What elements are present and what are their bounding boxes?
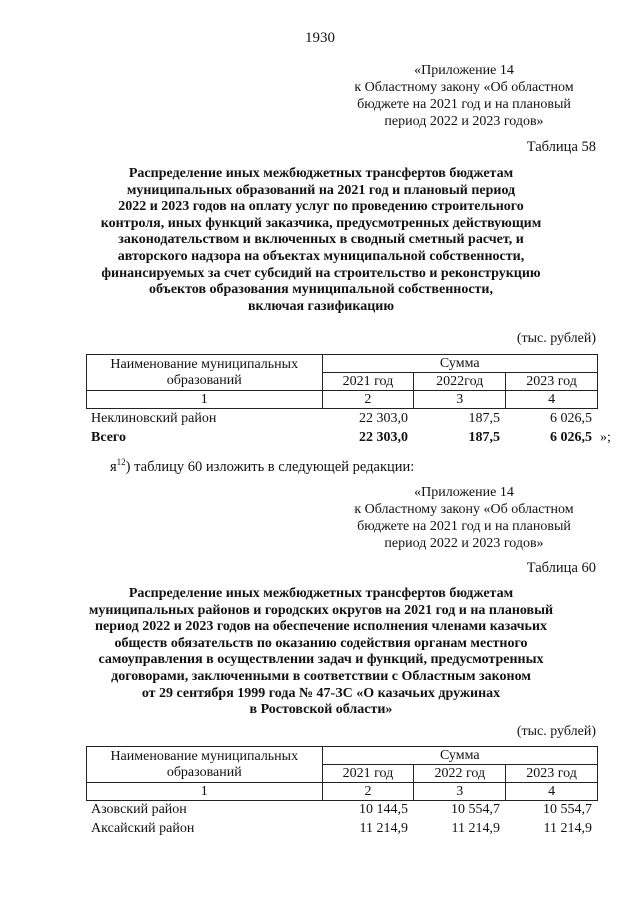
table-60-title [74, 586, 568, 719]
title-line: самоуправления в осуществлении задач и функций, предусмотренных [98, 652, 544, 668]
appendix-note-1 [330, 62, 598, 130]
cell-2023: 10 554,7 [543, 802, 592, 817]
column-header-year: 2023 год [506, 765, 598, 783]
appendix-line: «Приложение 14 [414, 63, 514, 78]
title-line: от 29 сентября 1999 года № 47-ЗС «О казачьих дружинах [141, 685, 501, 701]
row-name: Азовский район [91, 802, 187, 817]
column-number: 1 [87, 783, 323, 801]
title-line: муниципальных образований на 2021 год и плановый период [126, 182, 516, 198]
column-header-sum: Сумма [322, 747, 597, 765]
title-line: авторского надзора на объектах муниципальной собственности, [117, 248, 525, 264]
cell-2021: 22 303,0 [359, 411, 408, 426]
title-line: объектов образования муниципальной собственности, [149, 282, 493, 298]
column-number: 3 [414, 391, 506, 409]
title-line: муниципальных районов и городских округов на 2021 год и на плановый [88, 602, 554, 618]
title-line: 2022 и 2023 годов на оплату услуг по проведению строительного [118, 199, 524, 215]
appendix-line: период 2022 и 2023 годов» [384, 536, 544, 551]
appendix-line: бюджете на 2021 год и на плановый [357, 519, 571, 534]
column-number: 2 [322, 783, 414, 801]
cell-2022: 11 214,9 [451, 821, 500, 836]
units-label: (тыс. рублей) [516, 724, 596, 739]
column-header-name: Наименование муниципальных образований [87, 355, 323, 391]
cell-2021: 22 303,0 [359, 430, 408, 445]
column-number: 2 [322, 391, 414, 409]
table-60-body [86, 800, 598, 838]
paragraph-prefix: я [110, 458, 117, 475]
footnote-superscript: 12 [116, 457, 126, 467]
row-name: Неклиновский район [91, 411, 217, 426]
page-number: 1930 [305, 30, 335, 46]
column-number: 4 [506, 783, 598, 801]
column-number: 1 [87, 391, 323, 409]
column-header-year: 2023 год [506, 373, 598, 391]
cell-2021: 10 144,5 [359, 802, 408, 817]
title-line: в Ростовской области» [249, 702, 393, 718]
cell-2022: 187,5 [468, 411, 500, 426]
title-line: финансируемых за счет субсидий на строительство и реконструкцию [101, 265, 541, 281]
title-line: период 2022 и 2023 годов на обеспечение исполнения членами казачьих [94, 619, 548, 635]
appendix-line: бюджете на 2021 год и на плановый [357, 97, 571, 112]
table-58-body [86, 409, 598, 447]
table-60-header [86, 746, 598, 801]
cell-2021: 11 214,9 [359, 821, 408, 836]
cell-2022: 187,5 [468, 430, 500, 445]
appendix-line: к Областному закону «Об областном [354, 80, 574, 95]
column-header-name: Наименование муниципальных образований [87, 747, 323, 783]
row-name: Аксайский район [91, 821, 195, 836]
column-number: 4 [506, 391, 598, 409]
cell-2022: 10 554,7 [451, 802, 500, 817]
title-line: договорами, заключенными в соответствии с Областным законом [111, 668, 531, 684]
column-header-year: 2021 год [322, 765, 414, 783]
table-58-title [82, 166, 560, 315]
appendix-line: «Приложение 14 [414, 485, 514, 500]
column-header-year: 2022год [414, 373, 506, 391]
appendix-note-2 [330, 484, 598, 552]
column-header-sum: Сумма [322, 355, 598, 373]
closing-quote: »; [600, 430, 611, 445]
cell-2023: 11 214,9 [543, 821, 592, 836]
title-line: обществ обязательств по оказанию содействия органам местного [114, 635, 528, 651]
title-line: включая газификацию [247, 298, 395, 314]
appendix-line: период 2022 и 2023 годов» [384, 114, 544, 129]
column-header-year: 2021 год [322, 373, 414, 391]
title-line: Распределение иных межбюджетных трансфертов бюджетам [128, 586, 514, 601]
table-row [86, 819, 598, 838]
amendment-paragraph [110, 457, 414, 476]
units-label: (тыс. рублей) [516, 331, 596, 346]
column-header-year: 2022 год [414, 765, 506, 783]
title-line: Распределение иных межбюджетных трансфертов бюджетам [128, 166, 514, 181]
title-line: контроля, иных функций заказчика, предусмотренных действующим [100, 215, 542, 231]
column-number: 3 [414, 783, 506, 801]
cell-2023: 6 026,5 [550, 411, 592, 426]
table-label-60: Таблица 60 [526, 560, 596, 576]
table-58-header [86, 354, 598, 409]
table-row [86, 409, 598, 428]
title-line: законодательством и включенных в сводный сметный расчет, и [118, 232, 524, 248]
total-row [86, 428, 598, 447]
paragraph-text: ) таблицу 60 изложить в следующей редакции: [125, 458, 415, 475]
row-name: Всего [91, 430, 126, 445]
cell-2023: 6 026,5 [550, 430, 592, 445]
table-label-58: Таблица 58 [526, 139, 596, 155]
appendix-line: к Областному закону «Об областном [354, 502, 574, 517]
table-row [86, 800, 598, 819]
